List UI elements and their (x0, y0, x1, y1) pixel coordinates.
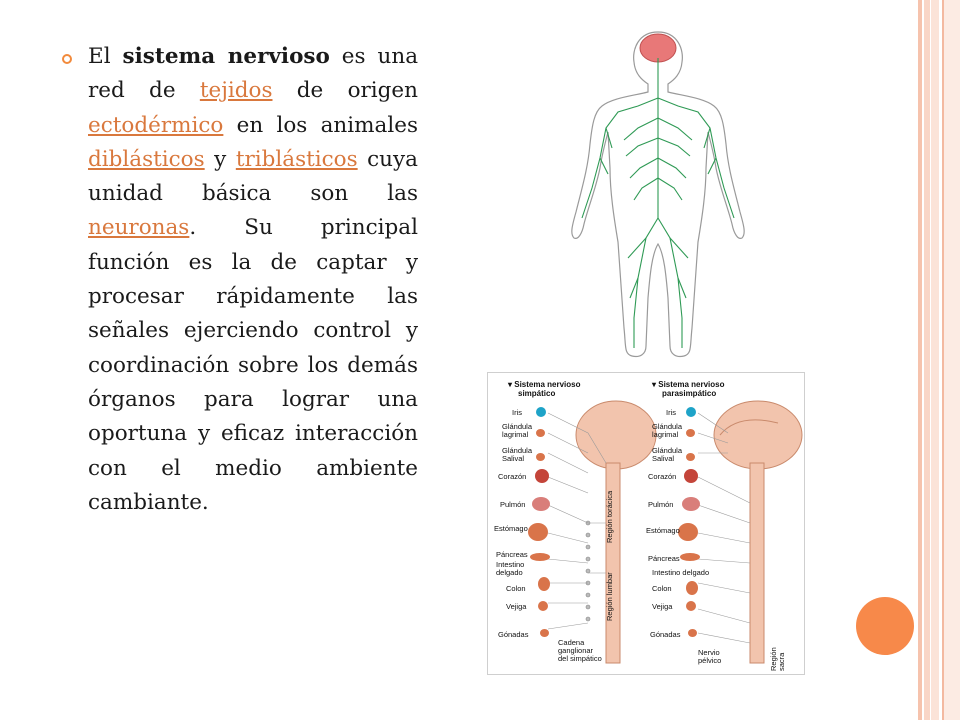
nervous-system-figure (568, 28, 748, 362)
cadena-label: del simpático (558, 654, 602, 663)
cadena-label: Cadena (558, 638, 585, 647)
gland-icon (536, 453, 545, 461)
right-label: Corazón (648, 472, 677, 481)
right-label: Glándula (652, 422, 683, 431)
colon-icon (538, 577, 550, 591)
pancreas-icon (680, 553, 700, 561)
right-label: lagrimal (652, 430, 679, 439)
right-label: Glándula (652, 446, 683, 455)
left-label: Glándula (502, 446, 533, 455)
right-label: Vejiga (652, 602, 673, 611)
decor-stripe-4 (942, 0, 960, 720)
right-label: Gónadas (650, 630, 681, 639)
bold-term: sistema nervioso (122, 44, 330, 69)
left-label: Pulmón (500, 500, 526, 509)
link-diblasticos[interactable]: diblásticos (88, 146, 205, 172)
region-lumbar-label: Región lumbar (605, 572, 614, 621)
pancreas-icon (530, 553, 550, 561)
bladder-icon (686, 601, 696, 611)
gonad-icon (540, 629, 549, 637)
decor-stripe-3 (931, 0, 939, 720)
left-label: Corazón (498, 472, 527, 481)
gland-icon (686, 429, 695, 437)
right-label: Intestino delgado (652, 568, 710, 577)
link-neuronas[interactable]: neuronas (88, 215, 190, 241)
left-label: Páncreas (496, 550, 528, 559)
right-label: Colon (652, 584, 672, 593)
link-triblasticos[interactable]: triblásticos (235, 146, 358, 172)
left-header-1: ▾ Sistema nervioso (508, 380, 581, 389)
left-label: Vejiga (506, 602, 527, 611)
autonomic-diagram (487, 372, 805, 675)
left-label: Colon (506, 584, 526, 593)
right-label: Pulmón (648, 500, 674, 509)
left-label: delgado (496, 568, 523, 577)
left-header-2: simpático (518, 389, 556, 398)
lung-icon (682, 497, 700, 511)
left-label: Estómago (494, 524, 528, 533)
right-label: Estómago (646, 526, 680, 535)
gonad-icon (688, 629, 697, 637)
iris-icon (686, 407, 696, 417)
lung-icon (532, 497, 550, 511)
gland-icon (536, 429, 545, 437)
stomach-icon (528, 523, 548, 541)
left-label: Glándula (502, 422, 533, 431)
right-label: Páncreas (648, 554, 680, 563)
body-paragraph: El sistema nervioso es una red de tejidos de origen ectodérmico en los animales diblásticos y triblásticos cuya unidad básica son las neuronas. Su principal función es la de captar y procesar rápidamente las señales ejerciendo control y coordinación sobre los demás órganos para lograr una oportuna y eficaz interacción con el medio ambiente cambiante. (88, 44, 419, 515)
left-label: Gónadas (498, 630, 529, 639)
decor-stripe-2 (924, 0, 930, 720)
gland-icon (686, 453, 695, 461)
heart-icon (535, 469, 549, 483)
decor-stripe-1 (918, 0, 922, 720)
region-sacra-label: Región sacra (769, 647, 786, 671)
nervio-label: Nervio (698, 648, 720, 657)
iris-icon (536, 407, 546, 417)
link-tejidos[interactable]: tejidos (199, 78, 273, 104)
left-label: Iris (512, 408, 522, 417)
right-label: Salival (652, 454, 675, 463)
cadena-label: ganglionar (558, 646, 594, 655)
left-label: lagrimal (502, 430, 529, 439)
colon-icon (686, 581, 698, 595)
right-label: Iris (666, 408, 676, 417)
stomach-icon (678, 523, 698, 541)
heart-icon (684, 469, 698, 483)
link-ectodermico[interactable]: ectodérmico (88, 112, 224, 138)
right-header-2: parasimpático (662, 389, 717, 398)
left-label: Salival (502, 454, 525, 463)
right-header-1: ▾ Sistema nervioso (652, 380, 725, 389)
bladder-icon (538, 601, 548, 611)
bullet-icon (62, 54, 72, 64)
region-toracica-label: Región torácica (605, 490, 614, 543)
nervio-label: pélvico (698, 656, 722, 665)
left-label: Intestino (496, 560, 525, 569)
decor-circle (856, 597, 914, 655)
